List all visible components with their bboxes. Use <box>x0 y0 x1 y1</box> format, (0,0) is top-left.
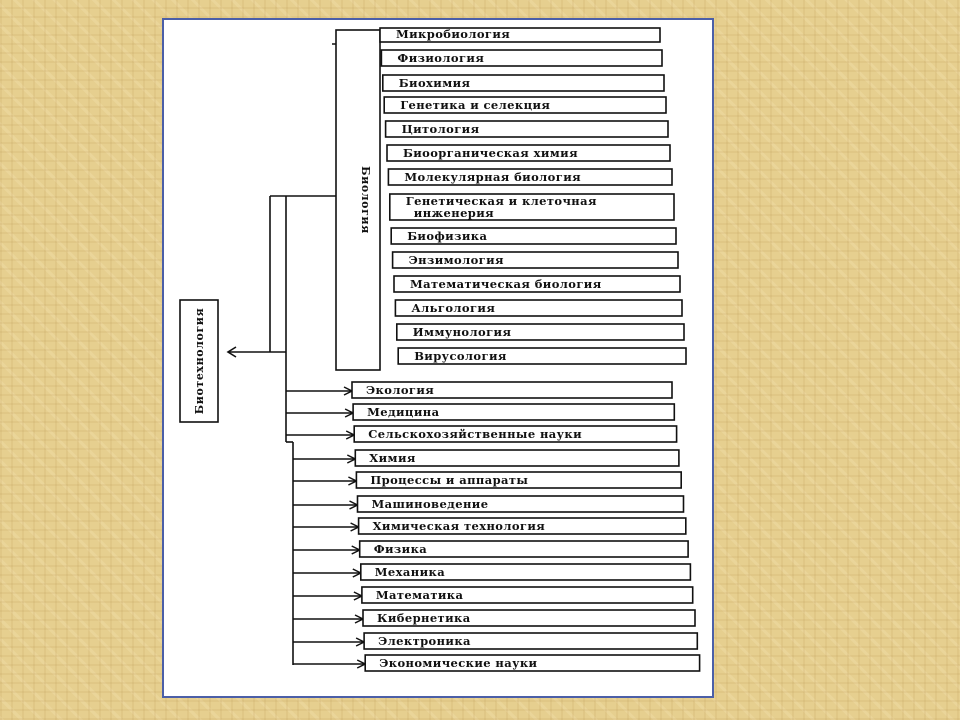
biology-branch <box>395 300 682 316</box>
biology-branch <box>388 169 672 185</box>
branch <box>286 404 674 420</box>
biology-branch-label: Математическая биология <box>410 277 602 291</box>
biology-branch <box>380 27 660 42</box>
branch <box>293 472 681 488</box>
biology-branch <box>394 276 680 292</box>
branch <box>286 426 677 442</box>
biology-branch-label: Биофизика <box>407 229 488 243</box>
branch-label: Медицина <box>367 405 440 419</box>
branch <box>293 633 697 649</box>
biology-branch-label: инженерия <box>413 206 495 220</box>
branch-label: Процессы и аппараты <box>370 473 529 487</box>
branch-label: Физика <box>373 542 428 556</box>
biology-branch <box>390 194 674 220</box>
biology-branch <box>391 228 676 244</box>
biology-box <box>336 30 380 370</box>
biology-branch <box>387 145 670 161</box>
biology-branch <box>397 324 684 340</box>
branch <box>293 587 693 603</box>
branch <box>293 518 686 534</box>
branch <box>293 496 684 512</box>
branch <box>286 382 672 398</box>
biology-branch <box>398 348 686 364</box>
branch-label: Химическая технология <box>372 519 546 533</box>
biology-branch-label: Генетическая и клеточная <box>405 194 597 208</box>
branch <box>293 450 679 466</box>
biology-branch-label: Альгология <box>411 301 496 315</box>
branch-label: Машиноведение <box>371 497 489 511</box>
biology-branch <box>393 252 678 268</box>
branch-label: Экология <box>366 383 435 397</box>
biology-label: Биология <box>359 166 372 234</box>
biology-branch-label: Иммунология <box>412 325 512 339</box>
branch-label: Кибернетика <box>377 611 471 625</box>
biology-branch-label: Энзимология <box>408 253 504 267</box>
other-branches <box>286 382 700 671</box>
branch-label: Механика <box>374 565 446 579</box>
biology-branch <box>383 75 664 91</box>
branch <box>293 655 700 671</box>
biology-branch-label: Биохимия <box>398 76 471 90</box>
biology-branch <box>386 121 668 137</box>
branch-label: Сельскохозяйственные науки <box>368 427 583 441</box>
biology-branch <box>381 50 662 66</box>
biology-branch-label: Молекулярная биология <box>404 170 582 184</box>
biology-branch-label: Физиология <box>397 51 485 65</box>
biology-branch-label: Цитология <box>401 122 480 136</box>
branch-label: Математика <box>375 588 464 602</box>
biology-branch-label: Биоорганическая химия <box>403 146 578 160</box>
biology-branch-label: Вирусология <box>414 349 507 363</box>
branch-label: Химия <box>369 451 416 465</box>
root-label: Биотехнология <box>193 307 206 415</box>
biology-branch-label: Микробиология <box>396 27 511 41</box>
branch-label: Электроника <box>378 634 471 648</box>
branch-label: Экономические науки <box>379 656 538 670</box>
branch <box>293 610 695 626</box>
branch <box>293 564 690 580</box>
biology-branch-label: Генетика и селекция <box>400 98 551 112</box>
branch <box>293 541 688 557</box>
biology-branches <box>380 27 686 364</box>
biology-branch <box>384 97 666 113</box>
